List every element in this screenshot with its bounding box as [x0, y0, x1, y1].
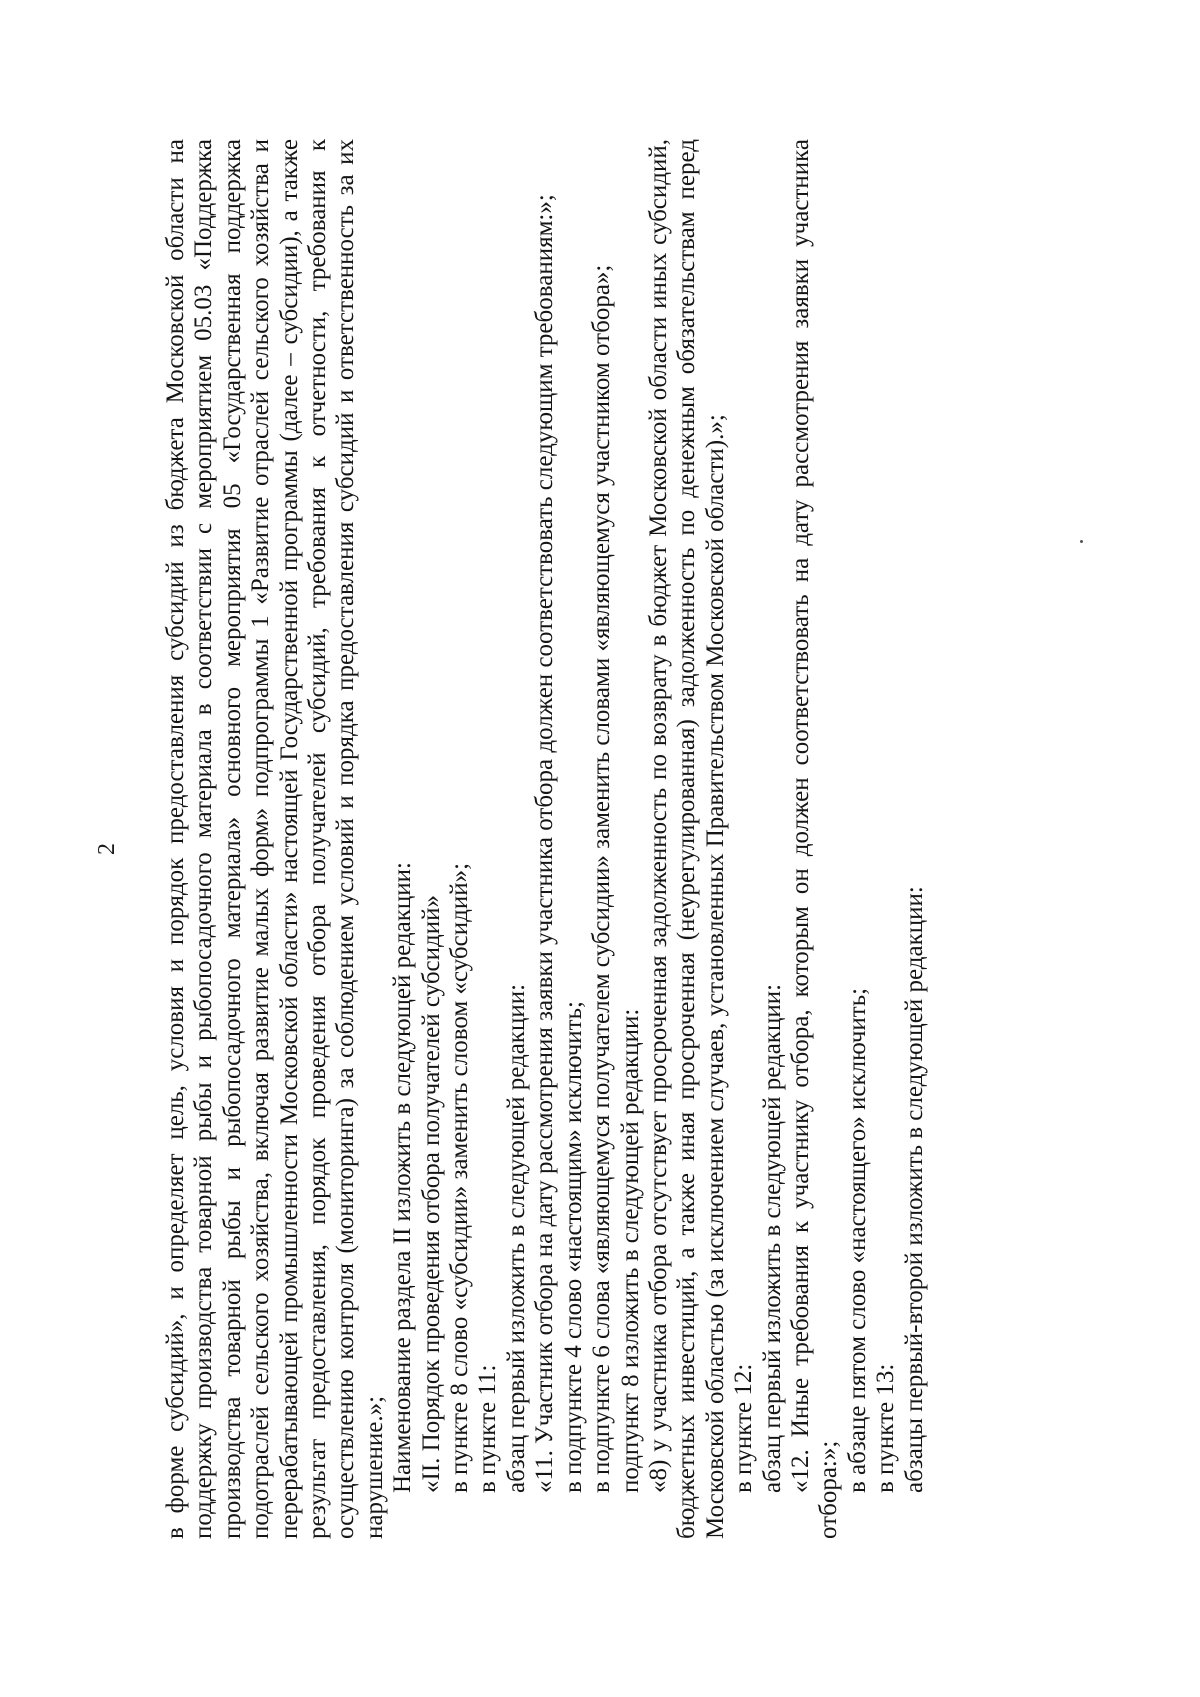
paragraph: «8) у участника отбора отсутствует просроченная задолженность по возврату в бюджет Московской области иных субсидий, бюджетных инвестиций, а также иная просроченная (неурегулированная) задолженность по денежным обязательствам перед Московской областью (за исключением случаев, установленных Правительством Московской области).»;: [644, 138, 729, 1539]
paragraph: Наименование раздела II изложить в следующей редакции:: [389, 861, 417, 1493]
paragraph: абзац первый изложить в следующей редакции:: [758, 983, 786, 1493]
paragraph: в подпункте 4 слово «настоящим» исключить;: [559, 1000, 587, 1493]
paragraph: «12. Иные требования к участнику отбора, которым он должен соответствовать на дату рассмотрения заявки участника отбора:»;: [786, 138, 843, 1539]
page-number: 2: [94, 842, 120, 855]
document-body: [162, 139, 929, 1539]
paragraph: «11. Участник отбора на дату рассмотрения заявки участника отбора должен соответствовать следующим требованиям:»;: [531, 193, 559, 1493]
rotated-text-area: [50, 69, 1150, 1629]
paragraph: в пункте 12:: [730, 1363, 758, 1493]
paragraph: подпункт 8 изложить в следующей редакции:: [616, 1008, 644, 1493]
scan-speck: [1080, 540, 1083, 543]
paragraph: в форме субсидий», и определяет цель, условия и порядок предоставления субсидий из бюджета Московской области на поддержку производства товарной рыбы и рыбопосадочного материала в соответствии с мероприятием 05.03 «Поддержка производства товарной рыбы и рыбопосадочного материала» основного мероприятия 05 «Государственная поддержка подотраслей сельского хозяйства, включая развитие малых форм» подпрограммы 1 «Развитие отраслей сельского хозяйства и перерабатывающей промышленности Московской области» настоящей Государственной программы (далее – субсидии), а также результат предоставления, порядок проведения отбора получателей субсидий, требования к отчетности, требования к осуществлению контроля (мониторинга) за соблюдением условий и порядка предоставления субсидий и ответственность за их нарушение.»;: [162, 138, 388, 1539]
paragraph: в пункте 13:: [872, 1363, 900, 1493]
paragraph: абзац первый изложить в следующей редакции:: [502, 983, 530, 1493]
paragraph: абзацы первый-второй изложить в следующей редакции:: [900, 885, 928, 1493]
paragraph: в подпункте 6 слова «являющемуся получателем субсидии» заменить словами «являющемуся участником отбора»;: [588, 264, 616, 1493]
paragraph: в абзаце пятом слово «настоящего» исключить;: [843, 987, 871, 1493]
paragraph: в пункте 11:: [474, 1364, 502, 1493]
paragraph: в пункте 8 слово «субсидии» заменить словом «субсидий»;: [446, 862, 474, 1493]
paragraph: «II. Порядок проведения отбора получателей субсидий»: [417, 894, 445, 1493]
